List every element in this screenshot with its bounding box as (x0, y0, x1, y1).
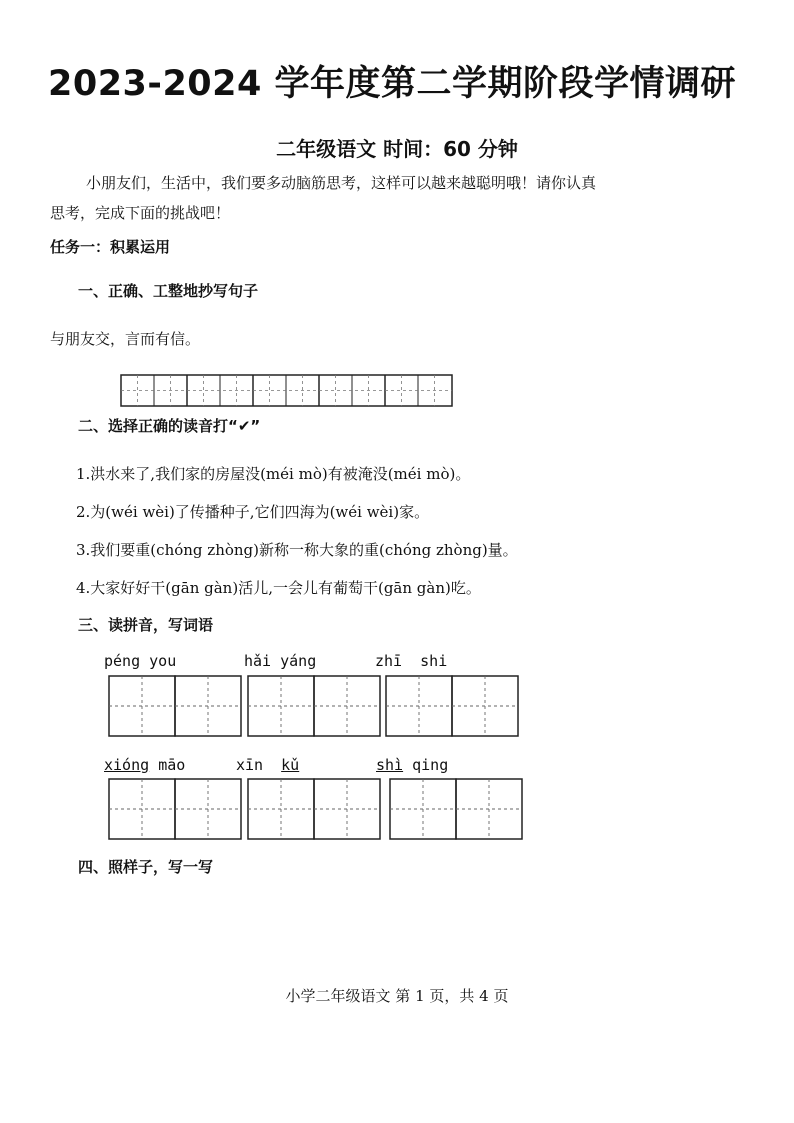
pinyin-syllable: māo (158, 756, 186, 774)
pinyin-syllable: qing (412, 756, 449, 774)
pinyin-pengyou (104, 652, 176, 670)
copy-grid[interactable] (121, 375, 452, 406)
answer-box-xiongmao[interactable] (109, 779, 241, 839)
section-4-heading: 四、照样子，写一写 (78, 858, 214, 876)
section-2-heading: 二、选择正确的读音打“✔” (78, 417, 261, 435)
question-4: 4.大家好好干(gān gàn)活儿,一会儿有葡萄干(gān gàn)吃。 (76, 579, 481, 597)
answer-box-shiqing[interactable] (390, 779, 522, 839)
page-title: 2023-2024 学年度第二学期阶段学情调研 (48, 64, 737, 104)
pinyin-syllable: zhī (375, 652, 403, 670)
pinyin-syllable: xīn (236, 756, 264, 774)
pinyin-xiongmao (104, 756, 185, 774)
pinyin-zhishi (375, 652, 447, 670)
question-3: 3.我们要重(chóng zhòng)新称一称大象的重(chóng zhòng)量。 (76, 541, 518, 559)
answer-box-pengyou[interactable] (109, 676, 241, 736)
answer-box-xinku[interactable] (248, 779, 380, 839)
task-heading: 任务一：积累运用 (50, 238, 171, 256)
answer-box-haiyang[interactable] (248, 676, 380, 736)
intro-line-1: 小朋友们，生活中，我们要多动脑筋思考，这样可以越来越聪明哦！请你认真 (86, 174, 597, 192)
pinyin-xinku (236, 756, 299, 774)
question-1: 1.洪水来了,我们家的房屋没(méi mò)有被淹没(méi mò)。 (76, 465, 471, 483)
pinyin-syllable: shì (376, 756, 404, 774)
pinyin-syllable: xióng (104, 756, 150, 774)
pinyin-shiqing (376, 756, 448, 774)
intro-line-2: 思考，完成下面的挑战吧！ (50, 204, 231, 222)
pinyin-syllable: péng (104, 652, 141, 670)
answer-box-zhishi[interactable] (386, 676, 518, 736)
exam-subtitle: 二年级语文 时间：60 分钟 (276, 137, 518, 161)
page-footer: 小学二年级语文 第 1 页，共 4 页 (285, 987, 509, 1005)
pinyin-haiyang (244, 652, 316, 670)
pinyin-syllable: kǔ (281, 756, 300, 774)
copy-sentence: 与朋友交，言而有信。 (50, 330, 201, 348)
pinyin-syllable: shi (420, 652, 448, 670)
section-3-heading: 三、读拼音，写词语 (78, 616, 214, 634)
pinyin-syllable: you (149, 652, 177, 670)
pinyin-syllable: yáng (280, 652, 317, 670)
question-2: 2.为(wéi wèi)了传播种子,它们四海为(wéi wèi)家。 (76, 503, 430, 521)
section-1-heading: 一、正确、工整地抄写句子 (78, 282, 259, 300)
pinyin-syllable: hǎi (244, 652, 272, 670)
